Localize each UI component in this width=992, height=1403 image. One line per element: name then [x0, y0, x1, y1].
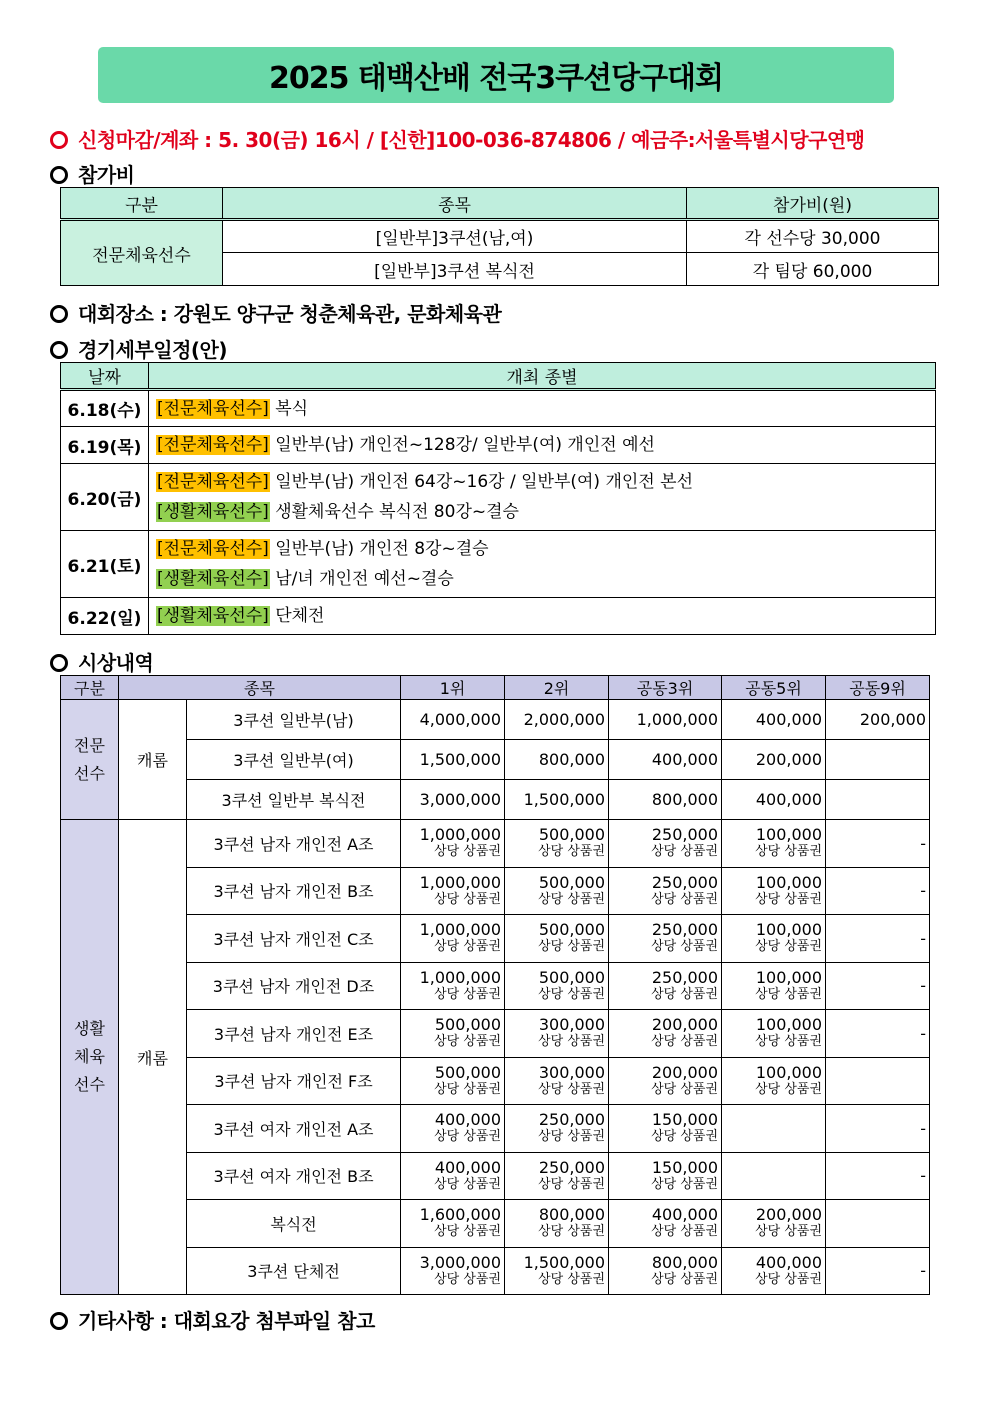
prize-header-event: 종목 [119, 676, 401, 700]
prize-note: 상당 상품권 [651, 986, 719, 1002]
prize-amount [505, 1247, 609, 1295]
venue-line: 대회장소 : 강원도 양구군 청춘체육관, 문화체육관 [50, 298, 501, 327]
prize-event: 3쿠션 남자 개인전 F조 [187, 1057, 401, 1105]
prize-value: 800,000 [538, 1205, 606, 1225]
prize-amount [609, 1057, 722, 1105]
prize-amount [401, 1247, 505, 1295]
prize-event: 3쿠션 일반부(남) [187, 700, 401, 740]
prize-event: 3쿠션 일반부 복식전 [187, 780, 401, 820]
prize-value: 250,000 [651, 967, 719, 987]
prize-value: 100,000 [755, 967, 823, 987]
fee-heading: 참가비 [50, 159, 134, 188]
prize-amount [609, 915, 722, 963]
prize-amount: 800,000 [609, 780, 722, 820]
tag-amateur: [생활체육선수] [157, 606, 269, 626]
fee-event: [일반부]3쿠션(남,여) [223, 220, 687, 253]
schedule-events: [전문체육선수] 일반부(남) 개인전 8강~결승 [생활체육선수] 남/녀 개인전 예선~결승 [149, 531, 936, 598]
fee-header-amount: 참가비(원) [687, 188, 939, 220]
prize-amount [505, 962, 609, 1010]
prize-value: 500,000 [434, 1062, 502, 1082]
prize-note: 상당 상품권 [651, 1224, 719, 1240]
prize-value: 1,500,000 [523, 1252, 606, 1272]
prize-event: 복식전 [187, 1200, 401, 1248]
prize-row [61, 915, 930, 963]
prize-note: 상당 상품권 [434, 986, 502, 1002]
prize-value: 100,000 [755, 920, 823, 940]
prize-amount [505, 915, 609, 963]
prize-value: 500,000 [538, 920, 606, 940]
prize-subcategory: 캐롬 [119, 820, 187, 1295]
prize-amount [609, 867, 722, 915]
prize-note: 상당 상품권 [755, 844, 823, 860]
prize-note: 상당 상품권 [434, 939, 502, 955]
tag-pro: [전문체육선수] [157, 435, 269, 455]
prize-value: 100,000 [755, 1062, 823, 1082]
prize-amount: 200,000 [722, 740, 826, 780]
prize-amount: 3,000,000 [401, 780, 505, 820]
prize-event: 3쿠션 남자 개인전 B조 [187, 867, 401, 915]
schedule-table [60, 362, 936, 635]
prize-value: 150,000 [651, 1110, 719, 1130]
prize-amount [505, 1010, 609, 1058]
prize-note: 상당 상품권 [434, 1081, 502, 1097]
prize-value: 400,000 [434, 1157, 502, 1177]
circle-bullet-icon [50, 654, 68, 672]
prize-note: 상당 상품권 [434, 1224, 502, 1240]
tag-amateur: [생활체육선수] [157, 502, 269, 522]
circle-bullet-icon [50, 131, 68, 149]
prize-amount: - [826, 867, 930, 915]
fee-amount: 각 선수당 30,000 [687, 220, 939, 253]
prize-header-3rd: 공동3위 [609, 676, 722, 700]
prize-note: 상당 상품권 [538, 1129, 606, 1145]
prize-value: 250,000 [538, 1110, 606, 1130]
prize-header-9th: 공동9위 [826, 676, 930, 700]
prize-row [61, 1010, 930, 1058]
prize-value: 800,000 [651, 1252, 719, 1272]
prize-amount: 400,000 [609, 740, 722, 780]
prize-value: 500,000 [434, 1015, 502, 1035]
prize-amount [609, 1200, 722, 1248]
circle-bullet-icon [50, 341, 68, 359]
prize-value: 500,000 [538, 872, 606, 892]
prize-note: 상당 상품권 [651, 1176, 719, 1192]
prize-event: 3쿠션 여자 개인전 B조 [187, 1152, 401, 1200]
prize-amount [401, 1152, 505, 1200]
prize-event: 3쿠션 단체전 [187, 1247, 401, 1295]
prize-amount: - [826, 1247, 930, 1295]
prize-header-5th: 공동5위 [722, 676, 826, 700]
prize-amount [401, 1010, 505, 1058]
prize-event: 3쿠션 일반부(여) [187, 740, 401, 780]
prize-amount: 2,000,000 [505, 700, 609, 740]
tag-pro: [전문체육선수] [157, 398, 269, 419]
prize-amount [505, 867, 609, 915]
prize-note: 상당 상품권 [434, 1129, 502, 1145]
page-title: 2025 태백산배 전국3쿠션당구대회 [98, 47, 894, 103]
tag-pro: [전문체육선수] [157, 472, 269, 492]
deadline-line [50, 124, 865, 153]
prize-note: 상당 상품권 [538, 986, 606, 1002]
tag-pro: [전문체육선수] [157, 539, 269, 559]
prize-amount: 400,000 [722, 700, 826, 740]
prize-amount [401, 962, 505, 1010]
prize-note: 상당 상품권 [651, 1271, 719, 1287]
schedule-date: 6.20(금) [61, 464, 149, 531]
prize-row [61, 867, 930, 915]
prize-value: 1,000,000 [419, 920, 502, 940]
circle-bullet-icon [50, 166, 68, 184]
prize-note: 상당 상품권 [434, 844, 502, 860]
prize-value: 200,000 [651, 1015, 719, 1035]
prize-amount [609, 1247, 722, 1295]
prize-amount: 800,000 [505, 740, 609, 780]
prize-note: 상당 상품권 [434, 1271, 502, 1287]
prize-event: 3쿠션 여자 개인전 A조 [187, 1105, 401, 1153]
prize-table [60, 675, 930, 1295]
prize-row [61, 780, 930, 820]
prize-note: 상당 상품권 [538, 891, 606, 907]
tag-amateur: [생활체육선수] [157, 569, 269, 589]
fee-header-category: 구분 [61, 188, 223, 220]
prize-value: 1,000,000 [419, 967, 502, 987]
fee-amount: 각 팀당 60,000 [687, 253, 939, 286]
prize-value: 200,000 [651, 1062, 719, 1082]
prize-amount [401, 1105, 505, 1153]
prize-note: 상당 상품권 [538, 1081, 606, 1097]
prize-amount [505, 1152, 609, 1200]
prize-note: 상당 상품권 [651, 844, 719, 860]
prize-value: 150,000 [651, 1157, 719, 1177]
prize-note: 상당 상품권 [434, 891, 502, 907]
prize-note: 상당 상품권 [755, 1224, 823, 1240]
schedule-events: [전문체육선수] 복식 [149, 390, 936, 427]
prize-amount [505, 1105, 609, 1153]
schedule-events: [전문체육선수] 일반부(남) 개인전~128강/ 일반부(여) 개인전 예선 [149, 427, 936, 464]
prize-amount: 1,500,000 [401, 740, 505, 780]
prize-value: 250,000 [651, 920, 719, 940]
etc-line: 기타사항 : 대회요강 첨부파일 참고 [50, 1305, 375, 1334]
prize-amount: - [826, 1152, 930, 1200]
prize-category: 전문 선수 [61, 700, 119, 820]
prize-value: 300,000 [538, 1015, 606, 1035]
prize-header-1st: 1위 [401, 676, 505, 700]
prize-amount [401, 1200, 505, 1248]
prize-note: 상당 상품권 [651, 939, 719, 955]
circle-bullet-icon [50, 305, 68, 323]
prize-amount: - [826, 1010, 930, 1058]
prize-amount [722, 1152, 826, 1200]
prize-amount [826, 740, 930, 780]
prize-value: 100,000 [755, 872, 823, 892]
prize-row [61, 1105, 930, 1153]
prize-value: 1,000,000 [419, 825, 502, 845]
prize-amount [401, 915, 505, 963]
prize-note: 상당 상품권 [434, 1176, 502, 1192]
schedule-date: 6.18(수) [61, 390, 149, 427]
prize-value: 250,000 [651, 872, 719, 892]
prize-row [61, 820, 930, 868]
prize-event: 3쿠션 남자 개인전 E조 [187, 1010, 401, 1058]
prize-amount: 1,500,000 [505, 780, 609, 820]
fee-category: 전문체육선수 [61, 220, 223, 286]
schedule-date: 6.21(토) [61, 531, 149, 598]
prize-value: 250,000 [538, 1157, 606, 1177]
schedule-date: 6.22(일) [61, 598, 149, 635]
prize-value: 400,000 [755, 1252, 823, 1272]
prize-heading: 시상내역 [50, 647, 153, 676]
prize-amount [722, 1200, 826, 1248]
prize-amount [826, 1200, 930, 1248]
prize-value: 500,000 [538, 825, 606, 845]
prize-note: 상당 상품권 [651, 1034, 719, 1050]
prize-amount [609, 1152, 722, 1200]
schedule-header-date: 날짜 [61, 363, 149, 390]
prize-amount: 1,000,000 [609, 700, 722, 740]
schedule-events: [생활체육선수] 단체전 [149, 598, 936, 635]
prize-value: 200,000 [755, 1205, 823, 1225]
prize-note: 상당 상품권 [755, 986, 823, 1002]
prize-value: 250,000 [651, 825, 719, 845]
prize-row [61, 1200, 930, 1248]
prize-amount: - [826, 962, 930, 1010]
prize-value: 300,000 [538, 1062, 606, 1082]
prize-row [61, 1057, 930, 1105]
prize-amount [722, 1010, 826, 1058]
prize-value: 1,600,000 [419, 1205, 502, 1225]
prize-row [61, 740, 930, 780]
prize-row [61, 1247, 930, 1295]
prize-value: 400,000 [434, 1110, 502, 1130]
prize-row [61, 1152, 930, 1200]
prize-note: 상당 상품권 [434, 1034, 502, 1050]
prize-amount: - [826, 915, 930, 963]
prize-note: 상당 상품권 [538, 1176, 606, 1192]
prize-amount [722, 915, 826, 963]
prize-amount [722, 867, 826, 915]
prize-note: 상당 상품권 [755, 1271, 823, 1287]
prize-header-category: 구분 [61, 676, 119, 700]
prize-event: 3쿠션 남자 개인전 A조 [187, 820, 401, 868]
prize-amount [722, 820, 826, 868]
prize-subcategory: 캐롬 [119, 700, 187, 820]
prize-amount [609, 1010, 722, 1058]
schedule-heading: 경기세부일정(안) [50, 334, 227, 363]
prize-note: 상당 상품권 [651, 891, 719, 907]
prize-amount: - [826, 820, 930, 868]
prize-header-2nd: 2위 [505, 676, 609, 700]
prize-amount [505, 1200, 609, 1248]
prize-value: 500,000 [538, 967, 606, 987]
prize-event: 3쿠션 남자 개인전 C조 [187, 915, 401, 963]
prize-note: 상당 상품권 [755, 1081, 823, 1097]
prize-category: 생활 체육 선수 [61, 820, 119, 1295]
fee-event: [일반부]3쿠션 복식전 [223, 253, 687, 286]
prize-note: 상당 상품권 [538, 939, 606, 955]
prize-value: 3,000,000 [419, 1252, 502, 1272]
prize-event: 3쿠션 남자 개인전 D조 [187, 962, 401, 1010]
prize-value: 100,000 [755, 825, 823, 845]
prize-row [61, 962, 930, 1010]
prize-value: 1,000,000 [419, 872, 502, 892]
circle-bullet-icon [50, 1312, 68, 1330]
prize-row [61, 700, 930, 740]
fee-header-event: 종목 [223, 188, 687, 220]
fee-table [60, 187, 939, 286]
prize-amount [609, 962, 722, 1010]
prize-amount [505, 820, 609, 868]
prize-amount [826, 1057, 930, 1105]
prize-amount [722, 1105, 826, 1153]
prize-amount [609, 1105, 722, 1153]
prize-note: 상당 상품권 [651, 1129, 719, 1145]
prize-amount: 4,000,000 [401, 700, 505, 740]
prize-amount [401, 820, 505, 868]
prize-amount [722, 1247, 826, 1295]
prize-note: 상당 상품권 [538, 844, 606, 860]
prize-note: 상당 상품권 [538, 1224, 606, 1240]
prize-value: 100,000 [755, 1015, 823, 1035]
prize-note: 상당 상품권 [755, 939, 823, 955]
prize-amount [401, 867, 505, 915]
prize-amount: 400,000 [722, 780, 826, 820]
prize-amount [722, 962, 826, 1010]
deadline-text: 신청마감/계좌 : 5. 30(금) 16시 / [신한]100-036-874806 / 예금주:서울특별시당구연맹 [78, 128, 865, 152]
prize-amount [609, 820, 722, 868]
prize-note: 상당 상품권 [538, 1034, 606, 1050]
schedule-header-events: 개최 종별 [149, 363, 936, 390]
prize-amount: 200,000 [826, 700, 930, 740]
prize-amount [505, 1057, 609, 1105]
prize-amount [722, 1057, 826, 1105]
prize-note: 상당 상품권 [538, 1271, 606, 1287]
schedule-events: [전문체육선수] 일반부(남) 개인전 64강~16강 / 일반부(여) 개인전 본선 [생활체육선수] 생활체육선수 복식전 80강~결승 [149, 464, 936, 531]
prize-amount [826, 780, 930, 820]
prize-note: 상당 상품권 [651, 1081, 719, 1097]
prize-amount: - [826, 1105, 930, 1153]
prize-note: 상당 상품권 [755, 891, 823, 907]
prize-value: 400,000 [651, 1205, 719, 1225]
prize-amount [401, 1057, 505, 1105]
schedule-date: 6.19(목) [61, 427, 149, 464]
prize-note: 상당 상품권 [755, 1034, 823, 1050]
